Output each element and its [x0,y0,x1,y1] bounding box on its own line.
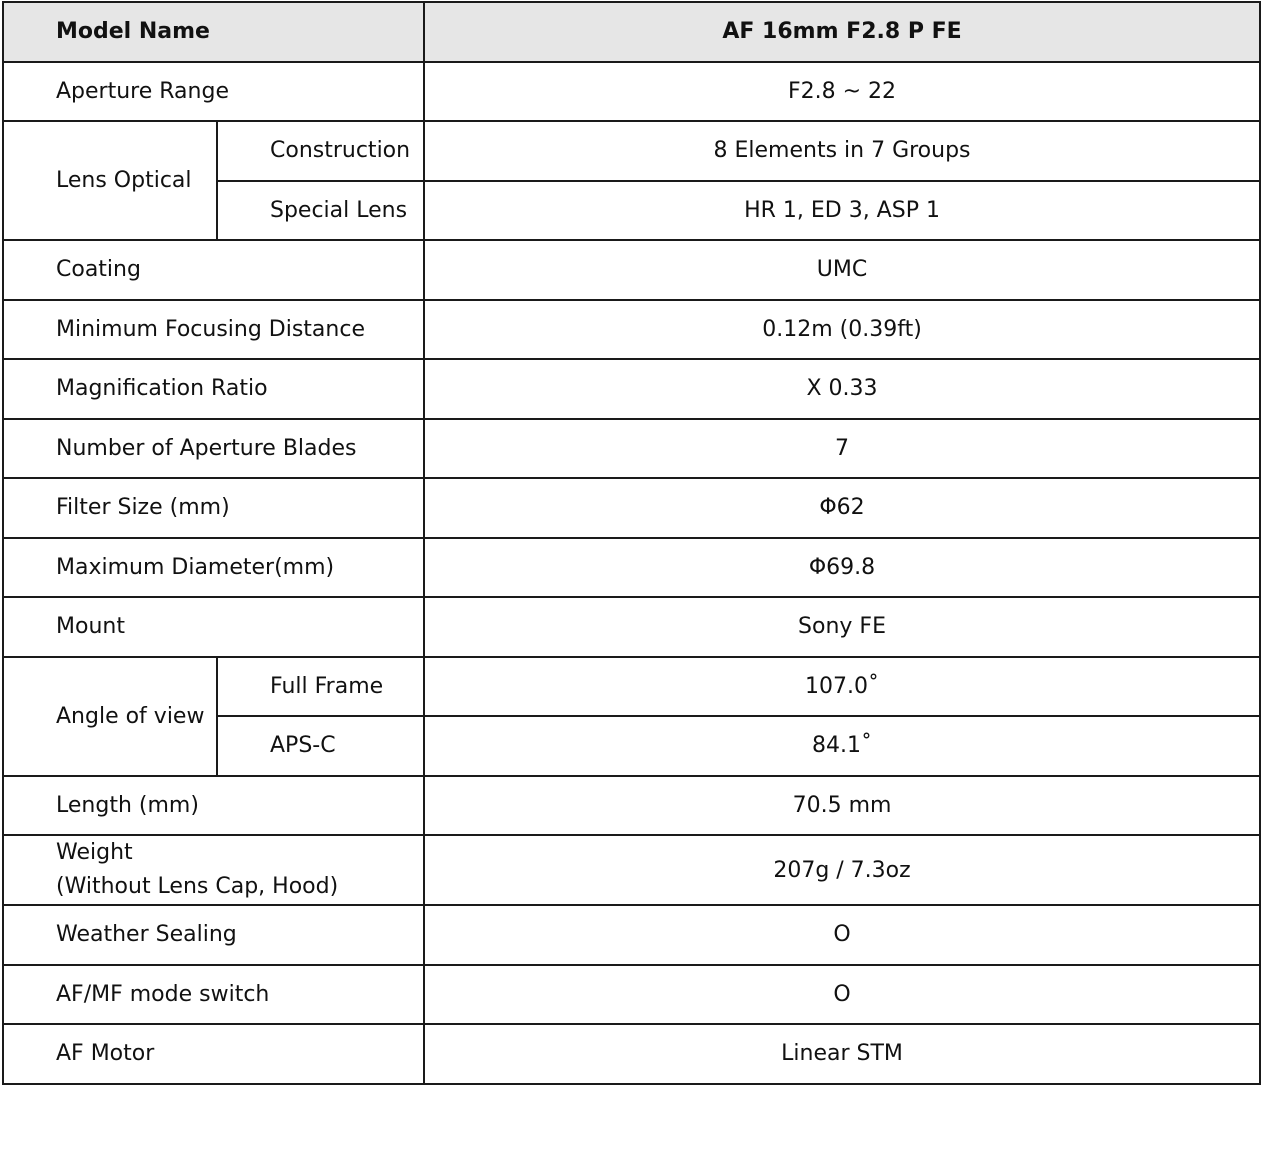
group-label-lens-optical: Lens Optical [3,121,217,240]
table-row-model-name [3,2,1260,62]
row-value: 70.5 mm [424,776,1260,836]
row-label: Length (mm) [3,776,424,836]
table-row-coating [3,240,1260,300]
table-row-magnification [3,359,1260,419]
sub-label: Special Lens [217,181,424,241]
row-value: 7 [424,419,1260,479]
weight-label-line2: (Without Lens Cap, Hood) [56,874,339,899]
row-value: Linear STM [424,1024,1260,1084]
sub-label: APS-C [217,716,424,776]
row-label: Magnification Ratio [3,359,424,419]
table-row-construction [3,121,1260,181]
row-label: Model Name [3,2,424,62]
row-value: UMC [424,240,1260,300]
table-row-aperture-range [3,62,1260,122]
table-row-length [3,776,1260,836]
row-value: AF 16mm F2.8 P FE [424,2,1260,62]
row-label: Maximum Diameter(mm) [3,538,424,598]
row-value: 84.1˚ [424,716,1260,776]
row-value: Φ69.8 [424,538,1260,598]
sub-label: Full Frame [217,657,424,717]
table-row-full-frame [3,657,1260,717]
row-value: F2.8 ~ 22 [424,62,1260,122]
row-label: Aperture Range [3,62,424,122]
row-label: AF/MF mode switch [3,965,424,1025]
table-row-af-motor [3,1024,1260,1084]
table-row-weight [3,835,1260,905]
row-value: 0.12m (0.39ft) [424,300,1260,360]
table-row-min-focus [3,300,1260,360]
row-label: Mount [3,597,424,657]
row-label: Minimum Focusing Distance [3,300,424,360]
row-value: 107.0˚ [424,657,1260,717]
row-value: 8 Elements in 7 Groups [424,121,1260,181]
row-label-weight [3,835,424,905]
row-value: O [424,905,1260,965]
table-row-af-mf-switch [3,965,1260,1025]
row-value: Sony FE [424,597,1260,657]
row-value: X 0.33 [424,359,1260,419]
sub-label: Construction [217,121,424,181]
table-row-mount [3,597,1260,657]
row-value: 207g / 7.3oz [424,835,1260,905]
table-row-weather-sealing [3,905,1260,965]
table-row-max-diameter [3,538,1260,598]
row-value: O [424,965,1260,1025]
row-label: Filter Size (mm) [3,478,424,538]
row-label: AF Motor [3,1024,424,1084]
row-label: Number of Aperture Blades [3,419,424,479]
spec-table [2,1,1261,1085]
weight-label-line1: Weight [56,840,133,865]
row-value: HR 1, ED 3, ASP 1 [424,181,1260,241]
row-label: Weather Sealing [3,905,424,965]
group-label-angle-of-view: Angle of view [3,657,217,776]
row-value: Φ62 [424,478,1260,538]
table-row-aperture-blades [3,419,1260,479]
table-row-filter-size [3,478,1260,538]
row-label: Coating [3,240,424,300]
